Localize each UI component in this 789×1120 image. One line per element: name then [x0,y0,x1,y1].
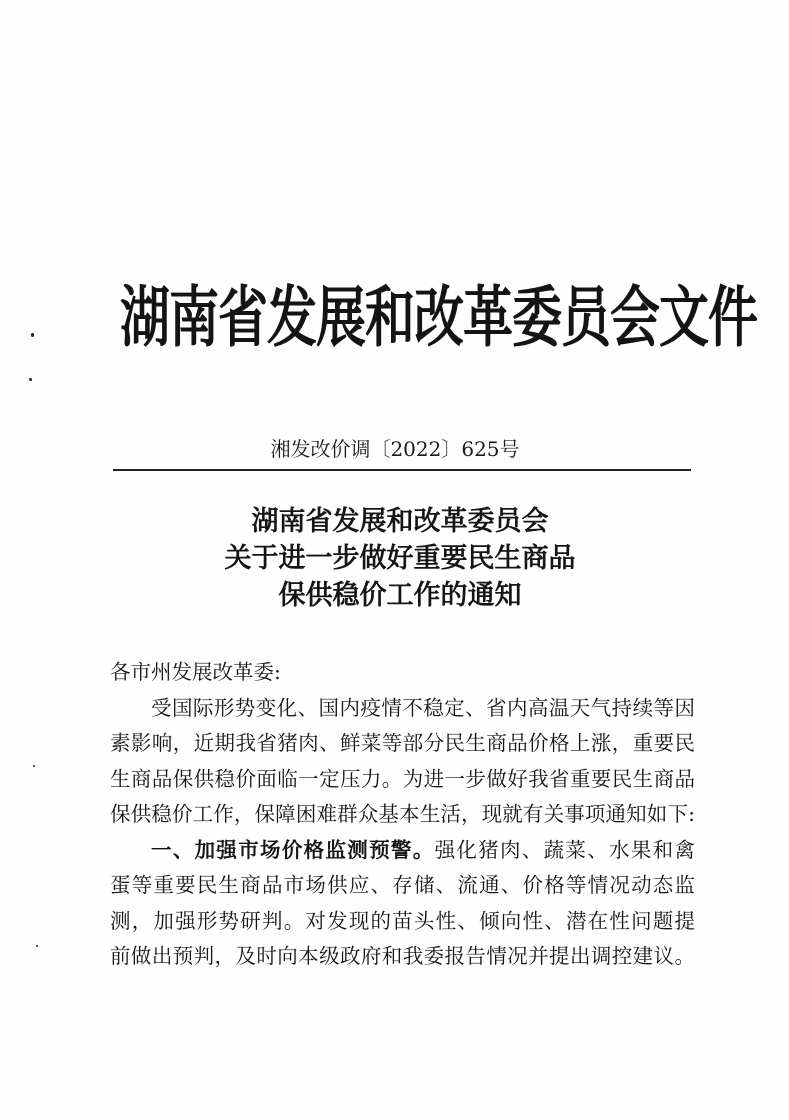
notice-title-line: 关于进一步做好重要民生商品 [224,543,576,574]
issuer-header: 湖南省发展和改革委员会文件 [120,278,757,356]
scan-speck [36,945,38,947]
document-number: 湘发改价调〔2022〕625号 [270,437,520,461]
paragraph-line: 受国际形势变化、国内疫情不稳定、省内高温天气持续等因 [151,695,695,720]
header-divider-line [113,469,691,471]
paragraph-line: 保供稳价工作，保障困难群众基本生活，现就有关事项通知如下: [110,802,695,826]
notice-title-line: 保供稳价工作的通知 [278,580,522,611]
paragraph-line: 蛋等重要民生商品市场供应、存储、流通、价格等情况动态监 [110,873,695,897]
paragraph-line: 素影响，近期我省猪肉、鲜菜等部分民生商品价格上涨，重要民 [110,731,695,755]
scan-speck [29,378,32,381]
section-1-first-line [110,833,695,869]
scan-speck [33,765,35,767]
section-1-heading: 一、加强市场价格监测预警。 [151,837,435,862]
notice-title [120,503,680,614]
paragraph-line: 测，加强形势研判。对发现的苗头性、倾向性、潜在性问题提 [110,908,695,933]
paragraph-line: 生商品保供稳价面临一定压力。为进一步做好我省重要民生商品 [110,766,695,791]
section-1-text: 强化猪肉、蔬菜、水果和禽 [434,837,695,862]
scan-speck [31,333,34,337]
notice-title-line: 湖南省发展和改革委员会 [251,506,549,537]
salutation: 各市州发展改革委: [110,660,281,684]
notice-body [110,655,695,975]
paragraph-line: 前做出预判，及时向本级政府和我委报告情况并提出调控建议。 [110,944,695,968]
